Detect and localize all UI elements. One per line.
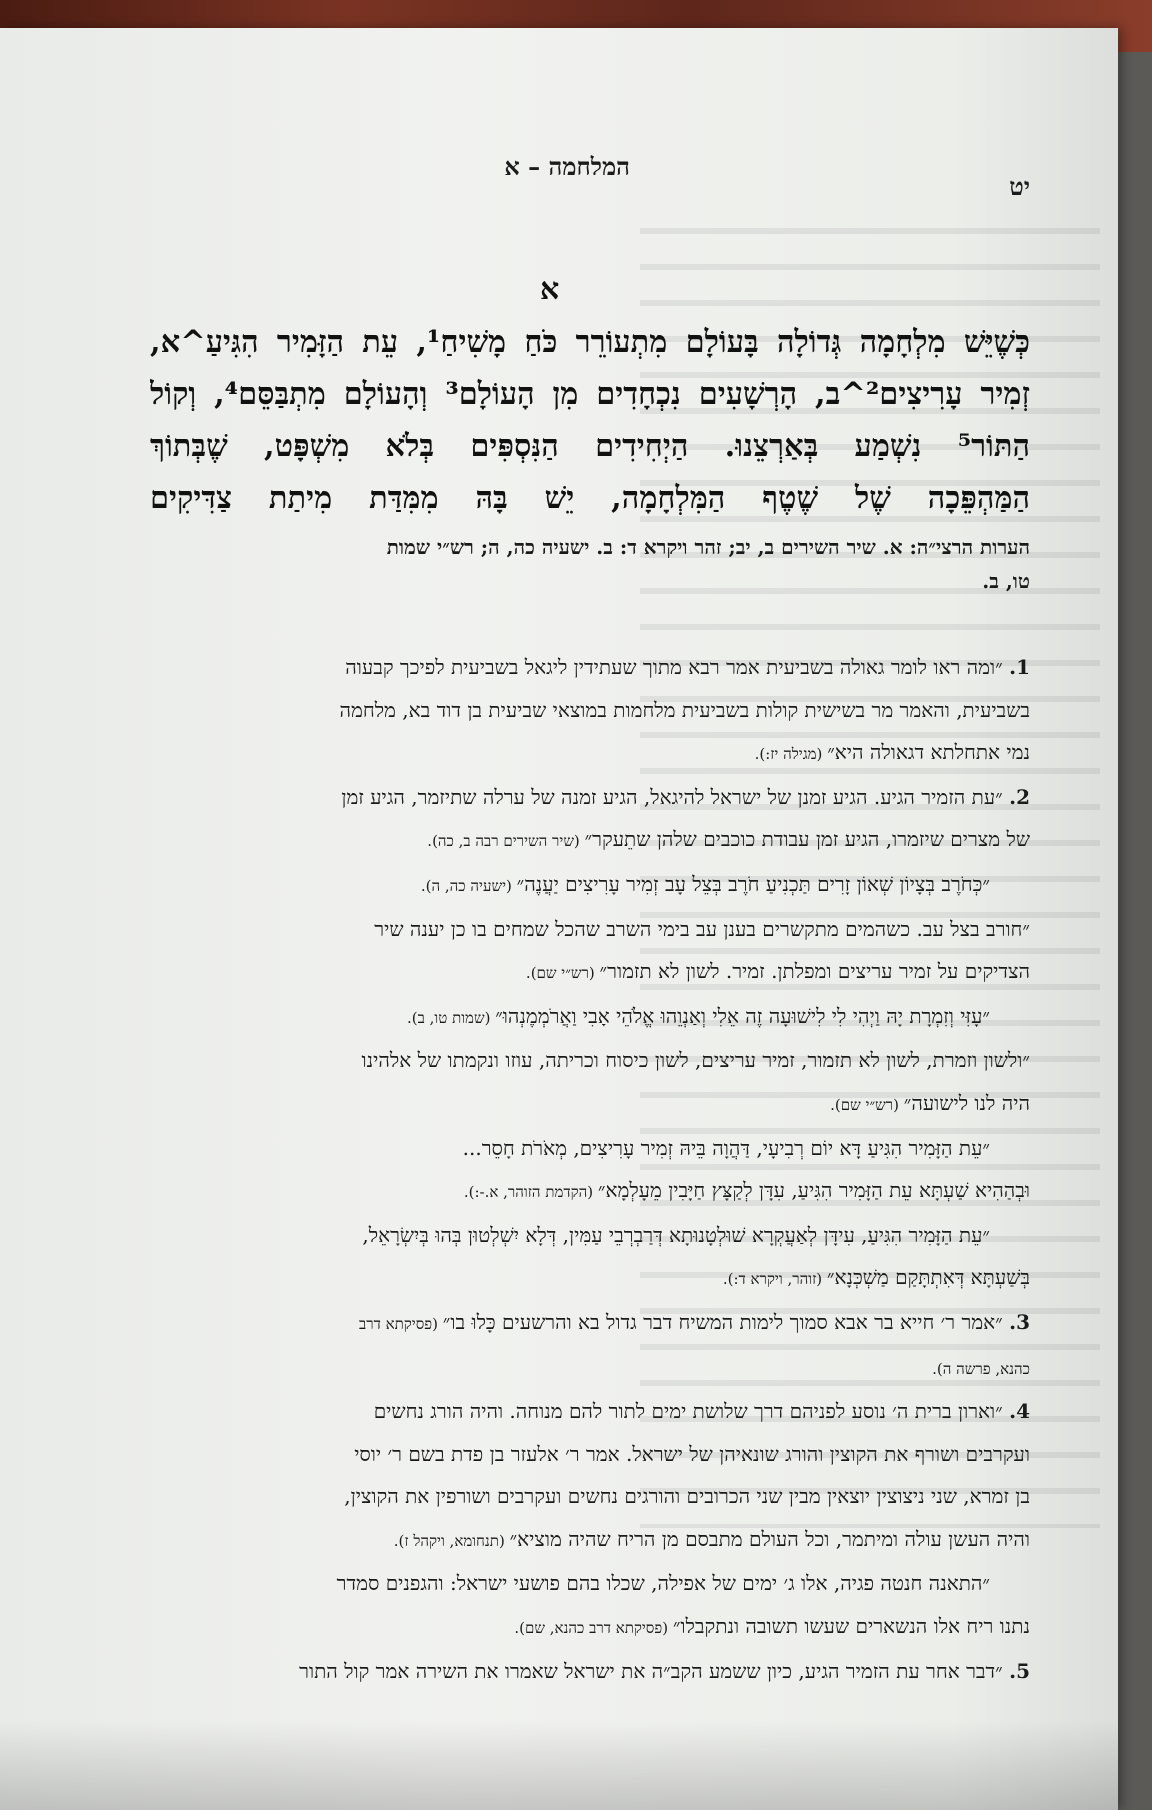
- main-text: [150, 316, 1030, 524]
- main-text-line: הַמַּהְפֵּכָה שֶׁל שֶׁטֶף הַמִּלְחָמָה, יֵשׁ בָּהּ מִמִּדַּת מִיתַת צַדִּיקִים: [150, 480, 1030, 516]
- footnote-line: [150, 776, 1030, 819]
- footnote-text: ״וארון ברית ה׳ נוסע לפניהם דרך שלושת ימים לתור להם מנוחה. והיה הורג נחשים: [373, 1399, 1010, 1424]
- footnote-line: [150, 1256, 1030, 1301]
- rav-notes-line: טו, ב.: [982, 569, 1030, 593]
- footnote-source: (רש״י שם).: [830, 1095, 904, 1114]
- page-header: [150, 150, 1030, 201]
- footnote-text: ״חורב בצל עב. כשהמים מתקשרים בענן עב בימי השרב שהכל שמחים בו כן יענה שיר: [374, 916, 1030, 941]
- footnote-text: ״ולשון וזמרת, לשון לא תזמור, זמיר עריצים, לשון כיסוח וכריתה, עוזו ונקמתו של אלהינו: [361, 1048, 1030, 1073]
- footnote-number: 4.: [1009, 1399, 1030, 1424]
- footnote-text: ״עֵת הַזָּמִיר הִגִּיעַ דָּא יוֹם רְבִיעָי, דַּהֲוָה בֵּיהּ זְמִיר עָרִיצִים, מְאֹרֹת חָסֵר...: [462, 1135, 990, 1160]
- footnote-line: [150, 689, 1030, 732]
- footnote-line: [150, 818, 1030, 863]
- footnote-line: [150, 1214, 1030, 1257]
- footnote-text: ״דבר אחר עת הזמיר הגיע, כיון ששמע הקב״ה את ישראל שאמרו את השירה אמר קול התור: [299, 1658, 1010, 1683]
- footnote-source: (מגילה יז:).: [754, 745, 828, 764]
- footnote-number: 3.: [1009, 1309, 1030, 1334]
- footnote-line: [150, 1433, 1030, 1476]
- footnote-text: ״עָזִּי וְזִמְרָת יָהּ וַיְהִי לִי לִישׁוּעָה זֶה אֵלִי וְאַנְוֵהוּ אֱלֹהֵי אָבִי וַאֲרֹמְמֶנְהוּ״: [495, 1003, 990, 1028]
- footnote-number: 5.: [1009, 1658, 1030, 1683]
- footnote-line: [150, 1039, 1030, 1082]
- footnote-line: [150, 1562, 1030, 1605]
- footnote-source: כהנא, פרשה ה).: [932, 1359, 1030, 1378]
- footnote-text: וּבְהַהִיא שַׁעְתָּא עֵת הַזָּמִיר הִגִּיעַ, עִדָּן לְקַצָּץ חַיָּבִין מֵעָלְמָא״: [597, 1178, 1030, 1203]
- footnotes-section: [150, 646, 1030, 1692]
- footnote-line: [150, 1390, 1030, 1433]
- footnote-source: (תנחומא, ויקהל ז).: [393, 1531, 510, 1550]
- footnote-line: [150, 1518, 1030, 1563]
- footnote-text: בְּשַׁעְתָּא דְּאִתְתָּקַם מַשְׁכְּנָא״: [826, 1265, 1030, 1290]
- rav-notes: [150, 530, 1030, 598]
- footnote-text: ״ומה ראו לומר גאולה בשביעית אמר רבא מתוך שעתידין ליגאל בשביעית לפיכך קבעוה: [345, 655, 1010, 679]
- footnote-text: היה לנו לישועה״: [903, 1090, 1030, 1115]
- footnote-text: הצדיקים על זמיר עריצים ומפלתן. זמיר. לשון לא תזמור״: [599, 959, 1030, 984]
- footnote-text: ״עֵת הַזָּמִיר הִגִּיעַ, עִידָּן לְאַעֲקְרָא שׁוּלְטָנוּתָא דְּרַבְרְבֵי עַמִּין, דְּלָא יִשְׁלְטוּן בְּהוּ בְּיִשְׂרָאֵל,: [362, 1222, 990, 1247]
- footnote-text: נתנו ריח אלו הנשארים שעשו תשובה ונתקבלו״: [672, 1614, 1030, 1639]
- footnote-line: [150, 646, 1030, 689]
- footnote-text: ועקרבים ושורף את הקוצין והורג שונאיהן של ישראל. אמר ר׳ אלעזר בן פדת בשם ר׳ יוסי: [354, 1441, 1030, 1466]
- footnote-text: של מצרים שיזמרו, הגיע זמן עבודת כוכבים שלהן שתֵעקר״: [584, 827, 1030, 852]
- footnote-source: (פסיקתא דרב: [359, 1314, 443, 1333]
- footnote-line: [150, 950, 1030, 995]
- running-title: המלחמה – א: [504, 152, 630, 181]
- footnote-text: ״כְּחֹרֶב בְּצָיוֹן שְׁאוֹן זָרִים תַּכְנִיעַ חֹרֶב בְּצֵל עָב זְמִיר עָרִיצִים יַעֲנֶה״: [516, 871, 990, 896]
- footnote-text: נמי אתחלתא דגאולה היא״: [827, 740, 1030, 765]
- footnote-text: ״התאנה חנטה פגיה, אלו ג׳ ימים של אפילה, שכלו בהם פושעי ישראל: והגפנים סמדר: [336, 1571, 990, 1596]
- rav-notes-line: הערות הרצי״ה: א. שיר השירים ב, יב; זהר ויקרא ד: ב. ישעיה כה, ה; רש״י שמות: [386, 535, 1030, 559]
- footnote-number: 2.: [1009, 784, 1030, 809]
- footnote-line: [150, 1127, 1030, 1170]
- footnote-source: (פסיקתא דרב כהנא, שם).: [514, 1619, 673, 1638]
- footnote-source: (שמות טו, ב).: [407, 1008, 496, 1027]
- footnote-source: (ישעיה כה, ה).: [420, 876, 517, 895]
- footnote-line: [150, 1169, 1030, 1214]
- footnote-line: [150, 731, 1030, 776]
- footnote-line: [150, 1346, 1030, 1391]
- footnote-line: [150, 1301, 1030, 1346]
- chapter-letter: א: [540, 272, 560, 307]
- footnote-text: ״עת הזמיר הגיע. הגיע זמנן של ישראל להיגאל, הגיע זמנה של ערלה שתיזמר, הגיע זמן: [341, 784, 1010, 809]
- footnote-line: [150, 863, 1030, 908]
- main-text-line: כְּשֶׁיֵּשׁ מִלְחָמָה גְּדוֹלָה בָּעוֹלָם מִתְעוֹרֵר כֹּחַ מָשִׁיחַ¹, עֵת הַזָּמִיר הִגִּיעַ^א,: [150, 324, 1030, 360]
- footnote-line: [150, 995, 1030, 1040]
- footnote-text: והיה העשן עולה ומיתמר, וכל העולם מתבסם מן הריח שהיה מוציא״: [509, 1526, 1030, 1551]
- footnote-source: (שיר השירים רבה ב, כה).: [427, 832, 585, 851]
- footnote-line: [150, 1650, 1030, 1693]
- footnote-source: (הקדמת הזוהר, א.-:).: [463, 1183, 598, 1202]
- footnote-line: [150, 1082, 1030, 1127]
- footnote-source: (זוהר, ויקרא ד:).: [722, 1270, 827, 1289]
- page-shadow: [0, 1720, 1118, 1810]
- footnote-text: בן זמרא, שני ניצוצין יוצאין מבין שני הכרובים והורגים נחשים ועקרבים ושורפין את הקוצין,: [344, 1484, 1030, 1509]
- main-text-line: זְמִיר עָרִיצִים²^ב, הָרְשָׁעִים נִכְחָדִים מִן הָעוֹלָם³ וְהָעוֹלָם מִתְבַּסֵּם⁴, וְקוֹל: [150, 376, 1030, 412]
- main-text-line: הַתּוֹר⁵ נִשְׁמַע בְּאַרְצֵנוּ. הַיְחִידִים הַנִּסְפִּים בְּלֹא מִשְׁפָּט, שֶׁבְּתוֹךְ: [150, 428, 1030, 464]
- footnote-line: [150, 1605, 1030, 1650]
- footnote-text: ״אמר ר׳ חייא בר אבא סמוך לימות המשיח דבר גדול בא והרשעים כָּלוּ בו״: [442, 1309, 1010, 1334]
- footnote-source: (רש״י שם).: [525, 964, 600, 983]
- footnote-number: 1.: [1009, 655, 1030, 679]
- footnote-text: בשביעית, והאמר מר בשישית קולות בשביעית מלחמות במוצאי שביעית בן דוד בא, מלחמה: [339, 697, 1030, 722]
- footnote-line: [150, 1475, 1030, 1518]
- footnote-line: [150, 908, 1030, 951]
- page-number: יט: [1009, 172, 1030, 201]
